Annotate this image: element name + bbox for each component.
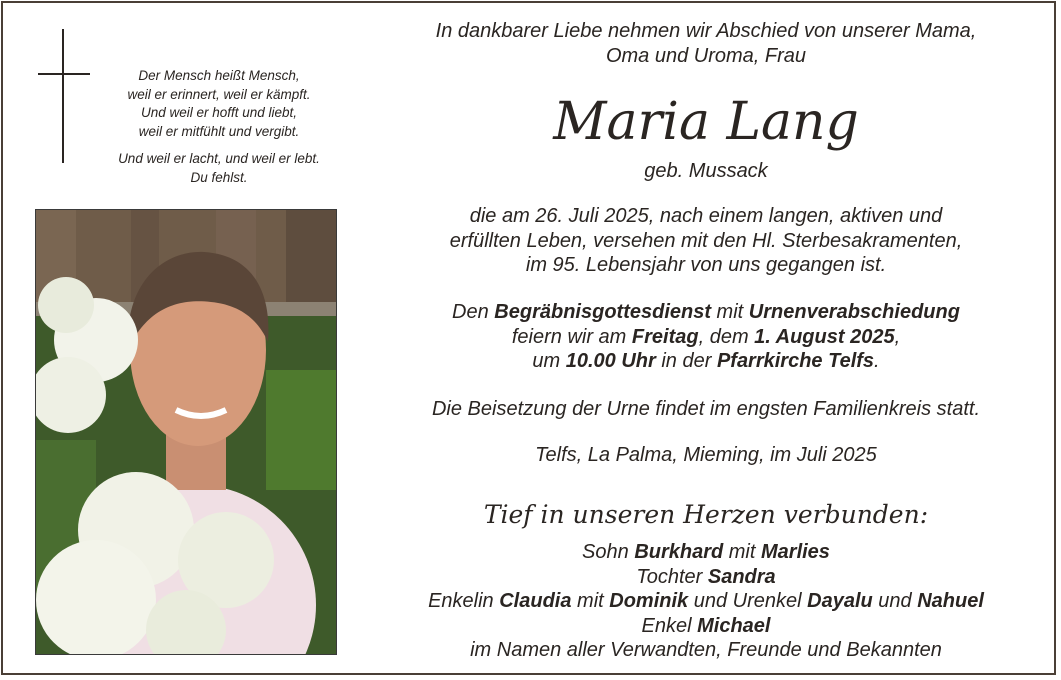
intro-line: In dankbarer Liebe nehmen wir Abschied von unserer Mama, [435,20,977,42]
service-line: um 10.00 Uhr in der Pfarrkirche Telfs. [532,350,880,372]
service-info [371,300,1041,374]
maiden-name: geb. Mussack [644,160,768,182]
closing-phrase: Tief in unseren Herzen verbunden: [483,500,929,529]
family-line: Enkelin Claudia mit Dominik und Urenkel Dayalu und Nahuel [428,590,984,612]
poem-line: weil er erinnert, weil er kämpft. [127,86,311,102]
family-line: im Namen aller Verwandten, Freunde und Bekannten [470,639,942,661]
poem-line: Und weil er lacht, und weil er lebt. [118,151,320,166]
family-list [371,540,1041,663]
portrait-illustration [36,210,337,655]
burial-info: Die Beisetzung der Urne findet im engsten Familienkreis statt. [431,398,981,420]
death-line: erfüllten Leben, versehen mit den Hl. Sterbesakramenten, [449,229,963,252]
service-line: Den Begräbnisgottesdienst mit Urnenverabschiedung [452,301,960,323]
portrait-photo [35,209,337,655]
deceased-name: Maria Lang [553,92,859,152]
family-line: Tochter Sandra [636,565,776,588]
intro [371,19,1041,68]
poem-line: Du fehlst. [190,169,248,185]
obituary-card [1,1,1056,675]
poem-line: Der Mensch heißt Mensch, [138,68,300,83]
intro-line: Oma und Uroma, Frau [605,44,807,67]
death-line: die am 26. Juli 2025, nach einem langen, aktiven und [469,205,943,227]
death-line: im 95. Lebensjahr von uns gegangen ist. [525,254,887,276]
poem-line: Und weil er hofft und liebt, [140,105,298,120]
cross-icon [62,29,64,163]
family-line: Sohn Burkhard mit Marlies [582,541,830,563]
service-line: feiern wir am Freitag, dem 1. August 2025, [511,325,901,348]
poem-line: weil er mitfühlt und vergibt. [138,123,300,139]
death-notice [371,204,1041,278]
place-date: Telfs, La Palma, Mieming, im Juli 2025 [535,444,877,466]
poem [83,67,355,187]
family-line: Enkel Michael [641,614,771,637]
